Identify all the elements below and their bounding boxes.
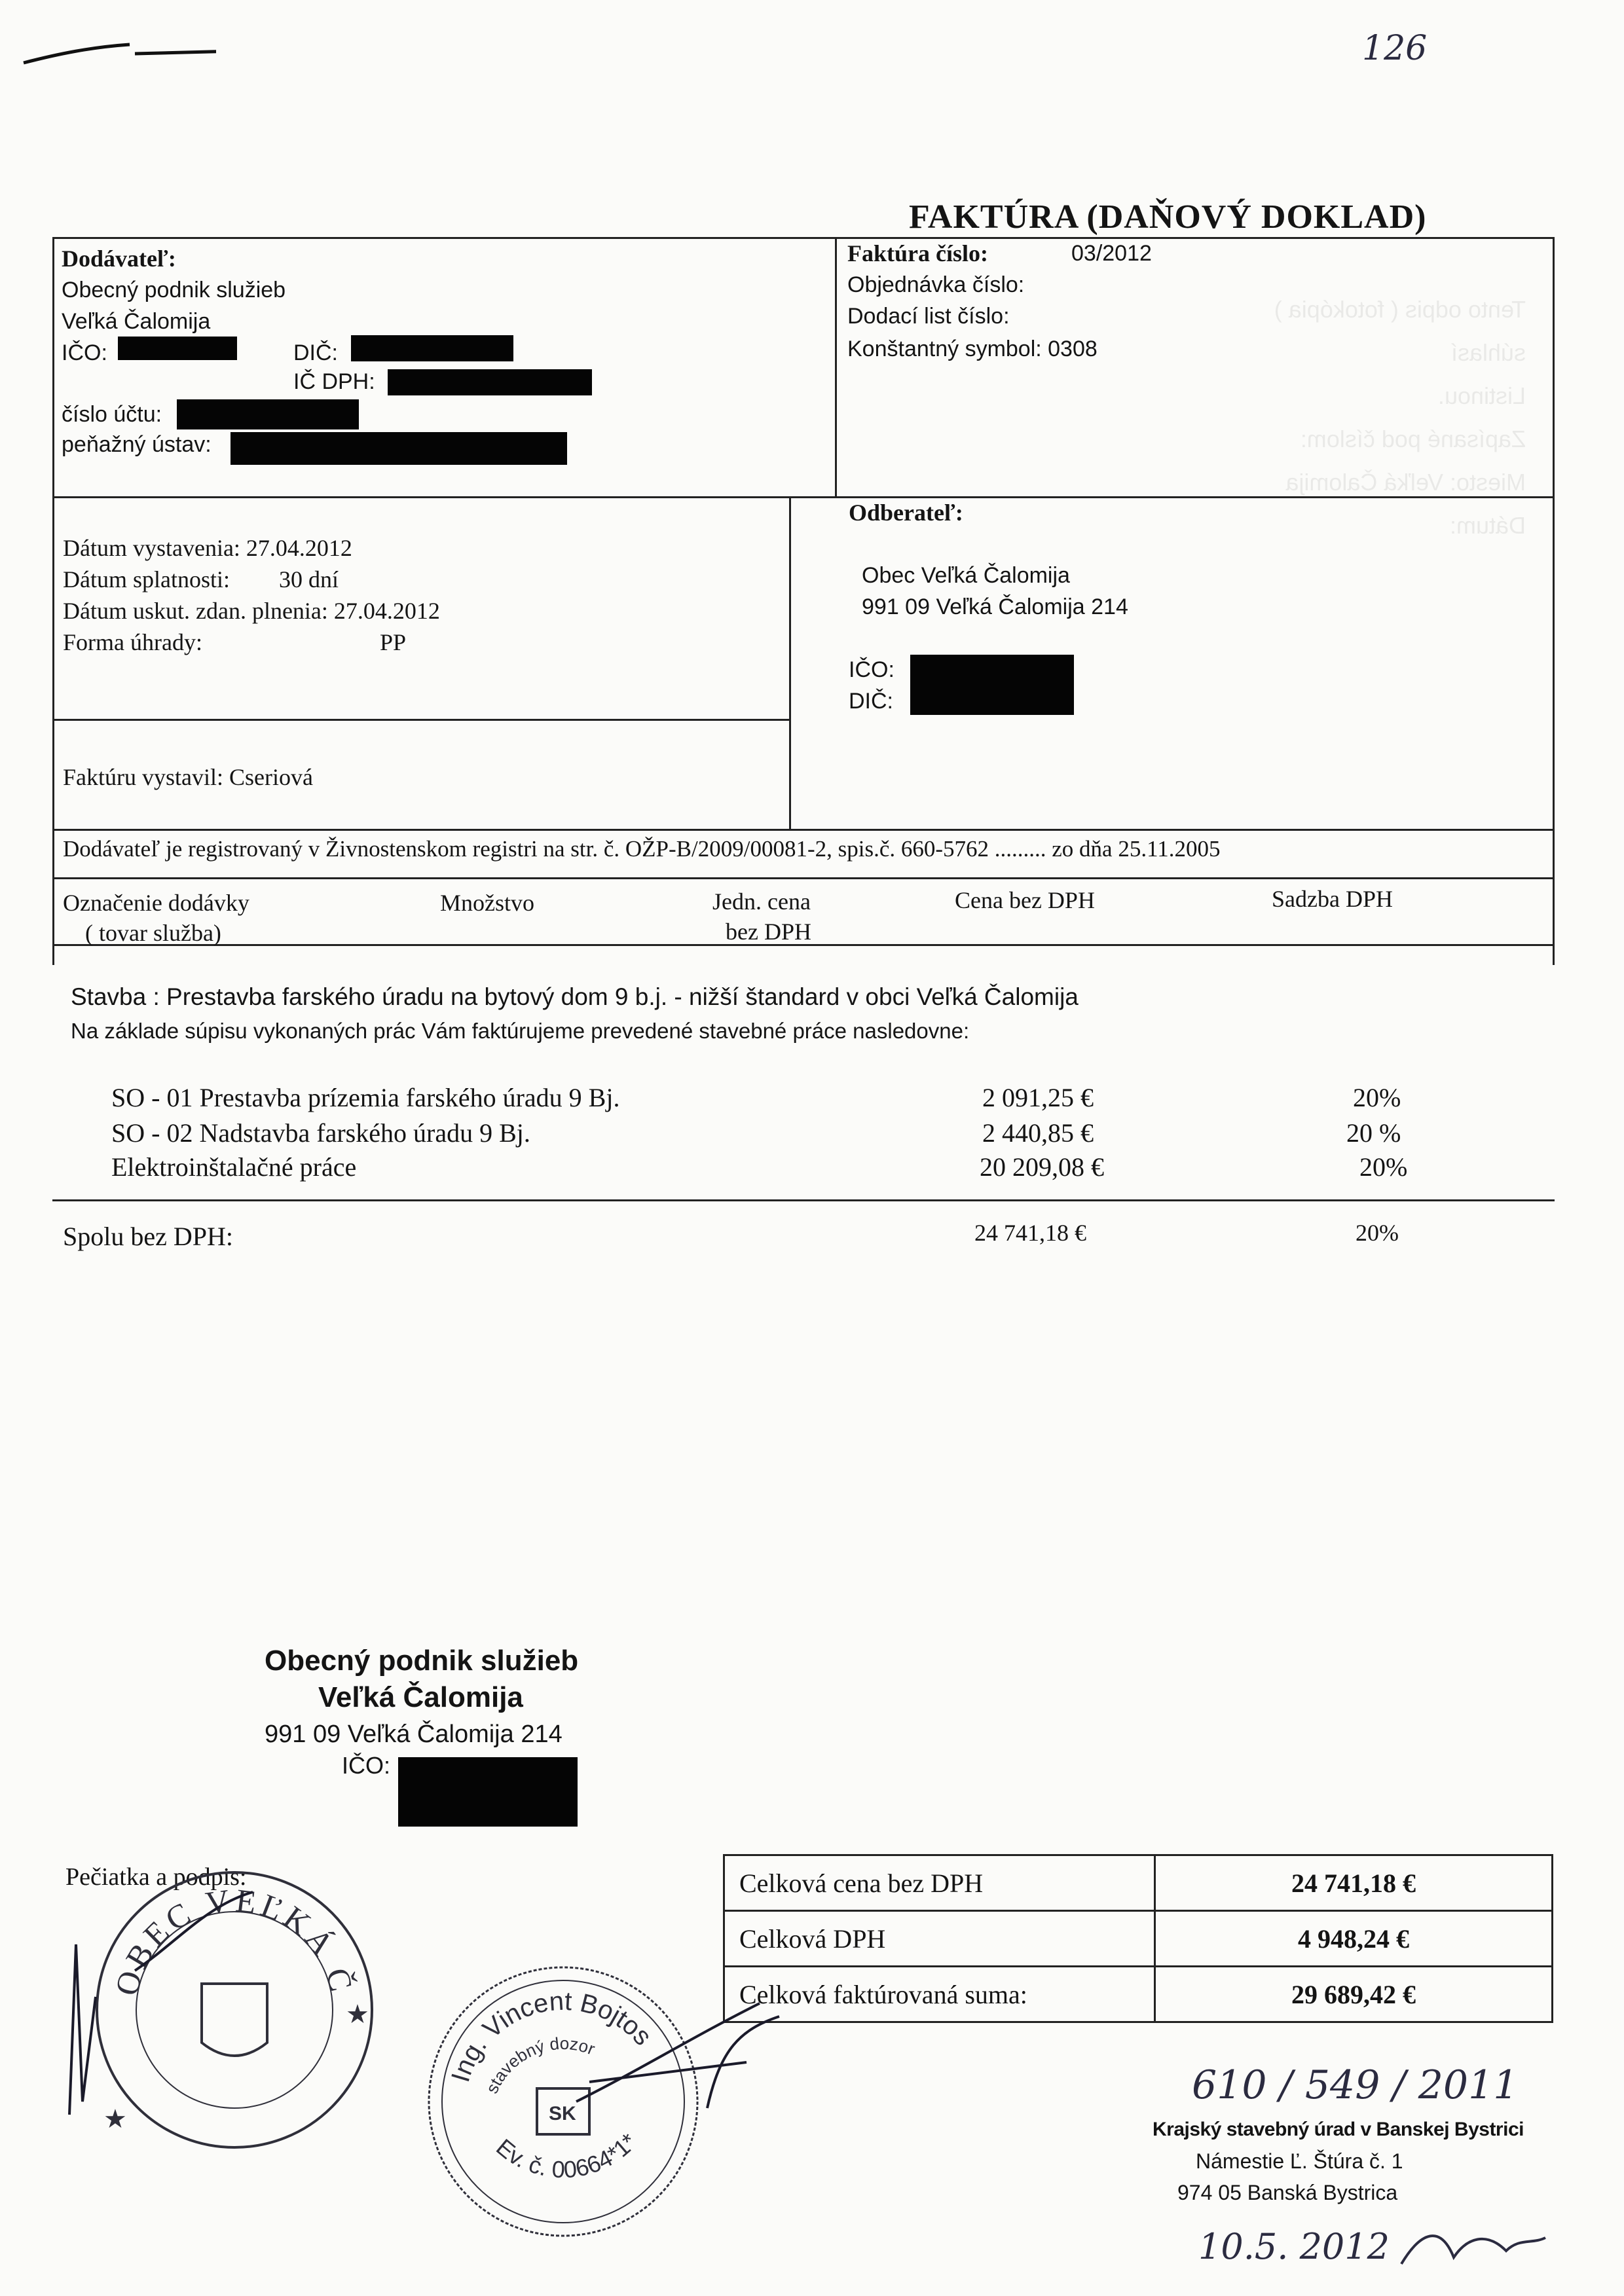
svg-text:OBEC VEĽKÁ ČALOMIJA: OBEC VEĽKÁ Č: [107, 1881, 361, 1999]
svg-text:Ev. č. 00664*1*: Ev. č. 00664*1*: [491, 2128, 642, 2183]
supplier-account-label: číslo účtu:: [62, 402, 162, 427]
ghost-line: Listinou.: [1437, 382, 1526, 409]
registry-note: Dodávateľ je registrovaný v Živnostenskom registri na str. č. OŽP-B/2009/00081-2, spis.č. 660-5762 ......... zo dňa 25.11.2005: [63, 836, 1221, 862]
line-item-price: 2 440,85 €: [982, 1118, 1094, 1148]
totals-label: Celková faktúrovaná suma:: [724, 1967, 1155, 2022]
page-number-handwritten: 126: [1362, 29, 1428, 68]
rule: [789, 496, 791, 829]
ghost-line: Tento odpis ( fotokópia ) súhlasí: [1274, 296, 1526, 366]
due-date-label: Dátum splatnosti:: [63, 566, 230, 592]
project-intro: Na základe súpisu vykonaných prác Vám faktúrujeme prevedené stavebné práce nasledovne:: [71, 1019, 970, 1043]
rule: [52, 877, 1555, 879]
redacted-stamp-ico: [398, 1757, 578, 1827]
taxable-supply-date: Dátum uskut. zdan. plnenia: 27.04.2012: [63, 598, 440, 624]
stamp-company-ico-label: IČO:: [342, 1752, 391, 1779]
totals-value: 29 689,42 €: [1155, 1967, 1553, 2022]
stamp-company-name: Obecný podnik služieb: [265, 1645, 579, 1677]
supplier-bank-label: peňažný ústav:: [62, 432, 212, 457]
svg-text:SK: SK: [549, 2103, 576, 2124]
line-item-name: SO - 01 Prestavba prízemia farského úradu 9 Bj.: [111, 1083, 620, 1112]
ghost-line: Zapísané pod číslom:: [1300, 426, 1526, 452]
totals-value: 24 741,18 €: [1155, 1855, 1553, 1911]
page-title: FAKTÚRA (DAŇOVÝ DOKLAD): [909, 198, 1427, 236]
totals-row: [724, 1967, 1553, 2022]
totals-row: [724, 1911, 1553, 1967]
supplier-town: Veľká Čalomija: [62, 309, 211, 334]
redacted-account: [177, 399, 359, 429]
redacted-dic: [351, 335, 513, 361]
col-unit-price-sub: bez DPH: [726, 919, 811, 945]
customer-dic-label: DIČ:: [849, 689, 893, 714]
payment-form-value: PP: [380, 629, 407, 655]
redacted-bank: [231, 432, 567, 465]
redacted-ico: [118, 337, 237, 360]
registration-street: Námestie Ľ. Štúra č. 1: [1196, 2149, 1403, 2173]
rule: [835, 237, 837, 496]
payment-form-label: Forma úhrady:: [63, 629, 202, 655]
issued-by: Faktúru vystavil: Cseriová: [63, 764, 313, 790]
subtotal-price: 24 741,18 €: [974, 1220, 1086, 1246]
signature-label: Pečiatka a podpis:: [65, 1863, 247, 1891]
customer-ico-label: IČO:: [849, 657, 895, 682]
totals-table: [723, 1854, 1553, 2023]
line-item-name: SO - 02 Nadstavba farského úradu 9 Bj.: [111, 1118, 530, 1148]
totals-label: Celková DPH: [724, 1911, 1155, 1967]
supplier-ico-label: IČO:: [62, 340, 107, 365]
rule: [52, 719, 789, 721]
line-item-rate: 20%: [1353, 1083, 1401, 1112]
svg-text:★: ★: [346, 1999, 369, 2029]
constant-symbol: Konštantný symbol: 0308: [847, 337, 1098, 361]
svg-text:stavebný dozor: stavebný dozor: [481, 2033, 598, 2096]
customer-address: 991 09 Veľká Čalomija 214: [862, 594, 1128, 619]
line-item-rate: 20 %: [1346, 1118, 1401, 1148]
order-number-label: Objednávka číslo:: [847, 272, 1025, 297]
line-item-price: 20 209,08 €: [980, 1152, 1104, 1182]
rule: [52, 237, 1555, 239]
due-date-value: 30 dní: [279, 566, 339, 592]
customer-name: Obec Veľká Čalomija: [862, 563, 1070, 588]
supplier-heading: Dodávateľ:: [62, 246, 176, 272]
redacted-ic-dph: [388, 369, 592, 395]
totals-value: 4 948,24 €: [1155, 1911, 1553, 1967]
ghost-line: Dátum:: [1449, 512, 1526, 539]
line-item-price: 2 091,25 €: [982, 1083, 1094, 1112]
totals-label: Celková cena bez DPH: [724, 1855, 1155, 1911]
svg-text:★: ★: [103, 2104, 127, 2134]
rule: [52, 496, 1555, 498]
rule: [52, 1199, 1555, 1201]
col-price: Cena bez DPH: [955, 887, 1095, 913]
registration-number-handwritten: 610 / 549 / 2011: [1192, 2062, 1519, 2108]
invoice-number: 03/2012: [1071, 241, 1152, 266]
subtotal-label: Spolu bez DPH:: [63, 1222, 233, 1251]
line-item-name: Elektroinštalačné práce: [111, 1152, 357, 1182]
col-unit-price: Jedn. cena: [712, 888, 811, 915]
stamp-company-address: 991 09 Veľká Čalomija 214: [265, 1721, 563, 1748]
project-title: Stavba : Prestavba farského úradu na bytový dom 9 b.j. - nižší štandard v obci Veľká Čalomija: [71, 983, 1079, 1010]
line-item-rate: 20%: [1359, 1152, 1408, 1182]
supplier-name: Obecný podnik služieb: [62, 278, 286, 302]
registration-office: Krajský stavebný úrad v Banskej Bystrici: [1153, 2119, 1524, 2140]
rule: [1553, 237, 1555, 965]
scan-mark: [20, 34, 216, 73]
totals-row: [724, 1855, 1553, 1911]
stamp-company-town: Veľká Čalomija: [318, 1681, 523, 1713]
delivery-note-label: Dodací list číslo:: [847, 304, 1010, 329]
ghost-line: Miesto: Veľká Čalomija: [1285, 469, 1526, 496]
ghost-note: [1251, 288, 1526, 547]
subtotal-rate: 20%: [1356, 1220, 1399, 1246]
rule: [52, 829, 1555, 831]
rule: [52, 237, 54, 965]
registration-date-handwritten: 10.5. 2012: [1198, 2226, 1390, 2267]
col-quantity: Množstvo: [440, 890, 534, 916]
redacted-customer-ids: [910, 655, 1074, 715]
issue-date: Dátum vystavenia: 27.04.2012: [63, 535, 352, 561]
engineer-signature: [563, 1971, 825, 2128]
registration-city: 974 05 Banská Bystrica: [1177, 2181, 1398, 2204]
registration-signature: [1395, 2218, 1552, 2277]
col-item-sub: ( tovar služba): [85, 920, 221, 946]
svg-text:Ing. Vincent Bojtos: Ing. Vincent Bojtos: [446, 1986, 657, 2086]
col-item: Označenie dodávky: [63, 890, 249, 916]
customer-heading: Odberateľ:: [849, 500, 963, 526]
signature: [56, 1866, 423, 2141]
supplier-dic-label: DIČ:: [293, 340, 338, 365]
col-vat-rate: Sadzba DPH: [1272, 886, 1393, 912]
invoice-number-label: Faktúra číslo:: [847, 240, 988, 266]
supplier-ic-dph-label: IČ DPH:: [293, 369, 375, 394]
